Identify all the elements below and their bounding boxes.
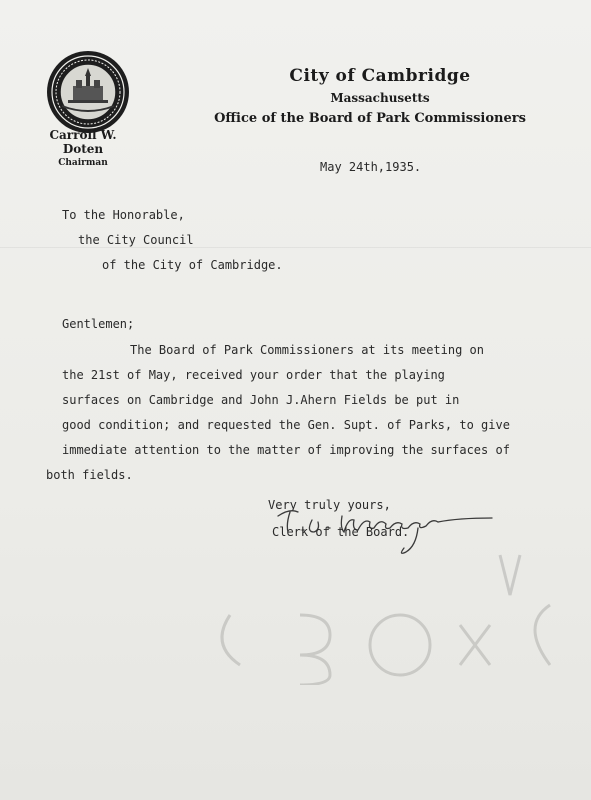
city-seal-icon <box>46 50 130 134</box>
salutation: Gentlemen; <box>62 317 135 331</box>
address-line-2: the City Council <box>78 233 194 247</box>
body-line: The Board of Park Commissioners at its meeting on <box>130 343 485 357</box>
letterhead <box>214 66 530 126</box>
body-line: surfaces on Cambridge and John J.Ahern Fields be put in <box>62 393 460 407</box>
body-line: the 21st of May, received your order that the playing <box>62 368 445 382</box>
body-line: good condition; and requested the Gen. Supt. of Parks, to give <box>62 418 510 432</box>
valediction: Very truly yours, <box>268 498 391 512</box>
watermark-bleed <box>200 545 590 685</box>
body-line: both fields. <box>46 468 133 482</box>
address-line-3: of the City of Cambridge. <box>102 258 283 272</box>
paper-fold <box>0 247 591 248</box>
letter-date: May 24th,1935. <box>320 160 422 174</box>
signer-title: Clerk of the Board. <box>272 525 410 539</box>
chairman-title: Chairman <box>58 158 108 168</box>
chairman-block <box>28 128 138 168</box>
office-name: Office of the Board of Park Commissioners <box>214 111 526 126</box>
city-name: City of Cambridge <box>289 66 471 86</box>
address-line-1: To the Honorable, <box>62 208 185 222</box>
chairman-name: Carroll W. Doten <box>49 128 117 156</box>
state-name: Massachusetts <box>330 91 430 105</box>
body-line: immediate attention to the matter of improving the surfaces of <box>62 443 510 457</box>
